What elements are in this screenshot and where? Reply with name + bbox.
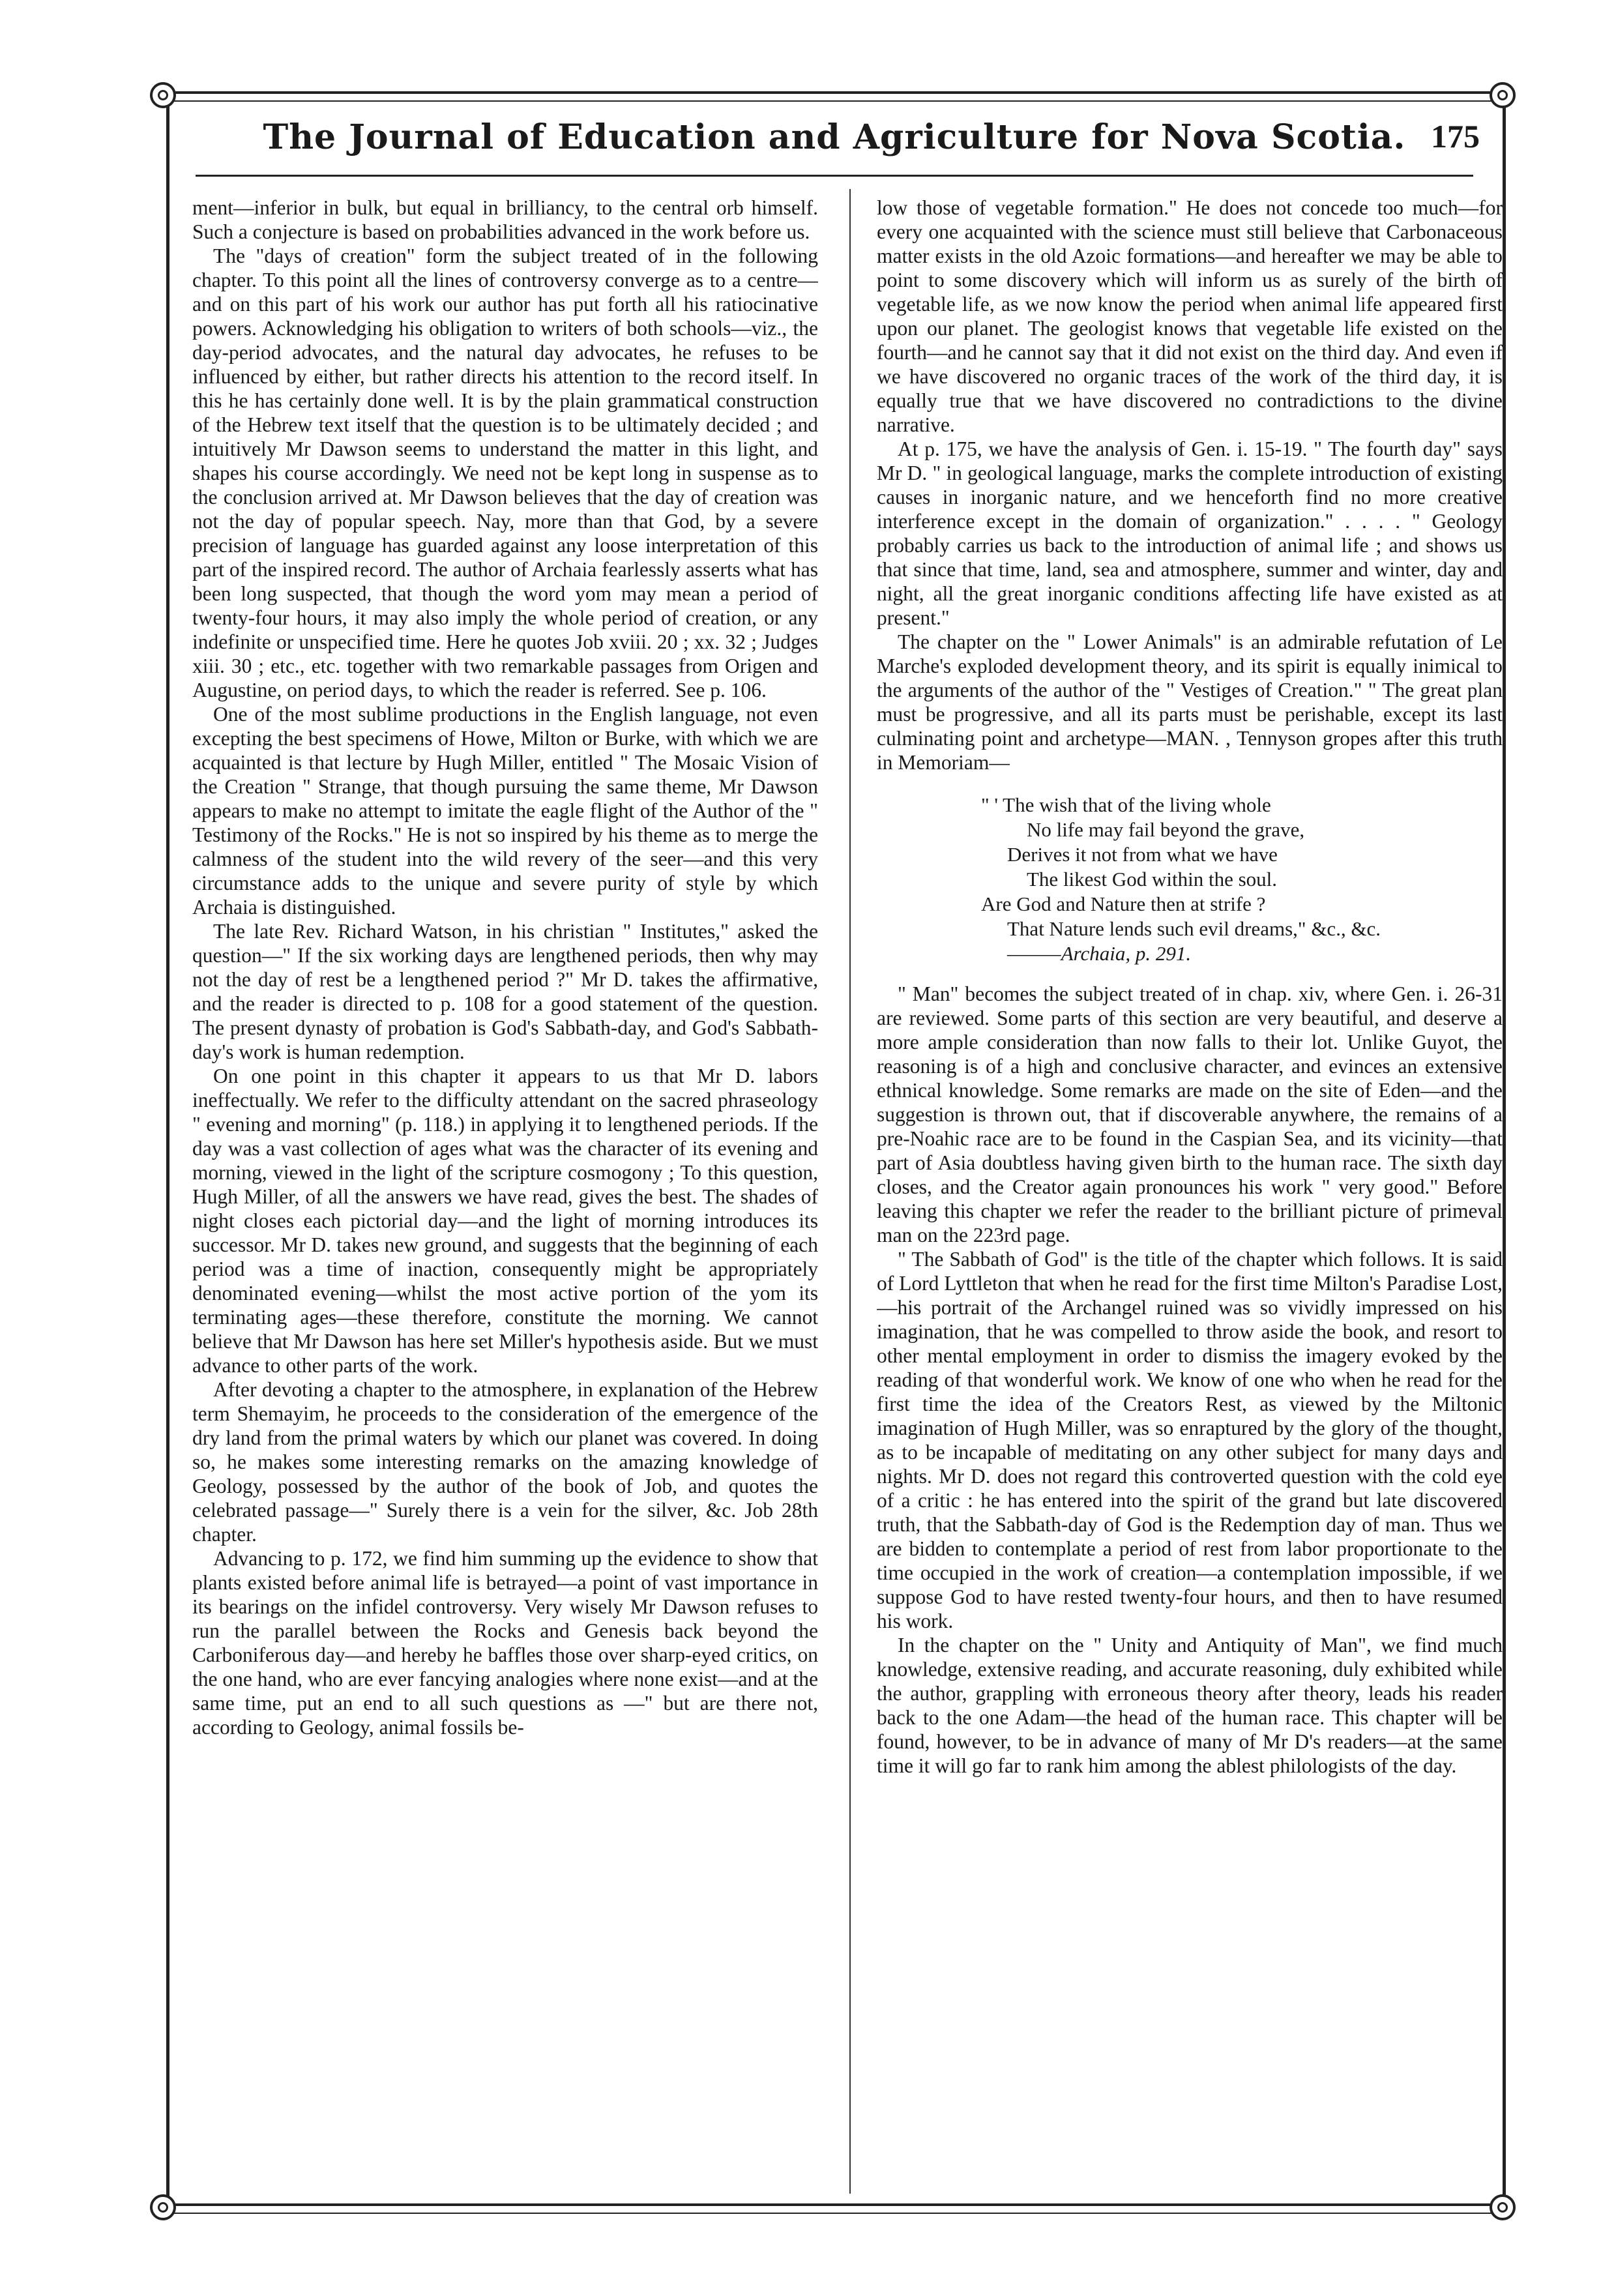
right-column xyxy=(877,196,1503,2190)
corner-ornament-icon xyxy=(150,82,176,108)
paragraph: The late Rev. Richard Watson, in his christian " Institutes," asked the question—" If the six working days are lengthened periods, then why may not the day of rest be a lengthened period ?" Mr D. takes the affirmative, and the reader is directed to p. 108 for a good statement of the question. The present dynasty of probation is God's Sabbath-day, and God's Sabbath-day's work is human redemption. xyxy=(192,920,818,1063)
paragraph: " The Sabbath of God" is the title of the chapter which follows. It is said of Lord Lyttleton that when he read for the first time Milton's Paradise Lost,—his portrait of the Archangel ruined was so vividly impressed on his imagination, that he was compelled to throw aside the book, and resort to other mental employment in order to dismiss the imagery evoked by the reading of that wonderful work. We know of one who when he read for the first time the idea of the Creators Rest, as viewed by the Miltonic imagination of Hugh Miller, was so enraptured by the glory of the thought, as to be incapable of meditating on any other subject for many days and nights. Mr D. does not regard this controverted question with the cold eye of a critic : he has entered into the spirit of the grand but late discovered truth, that the Sabbath-day of God is the Redemption day of man. Thus we are bidden to contemplate a period of rest from labor proportionate to the time occupied in the work of creation—a contemplation impossible, if we suppose God to have rested twenty-four hours, and then to have resumed his work. xyxy=(877,1248,1503,1632)
poem-source: ———Archaia, p. 291. xyxy=(1007,942,1192,965)
corner-ornament-icon xyxy=(1490,2194,1516,2220)
running-head xyxy=(183,117,1486,169)
column-divider xyxy=(849,189,851,2194)
poem-line: " ' The wish that of the living whole xyxy=(981,793,1271,816)
poem-line: That Nature lends such evil dreams," &c., &c. xyxy=(1007,917,1381,940)
paragraph: The "days of creation" form the subject treated of in the following chapter. To this point all the lines of controversy converge as to a centre—and on this part of his work our author has put forth all his ratiocinative powers. Acknowledging his obligation to writers of both schools—viz., the day-period advocates, and the natural day advocates, he refuses to be influenced by either, but rather directs his attention to the record itself. In this he has certainly done well. It is by the plain grammatical construction of the Hebrew text itself that the question is to be ultimately decided ; and intuitively Mr Dawson seems to understand the matter in this light, and shapes his course accordingly. We need not be kept long in suspense as to the conclusion arrived at. Mr Dawson believes that the day of creation was not the day of popular speech. Nay, more than that God, by a severe precision of language has guarded against any loose interpretation of this part of the inspired record. The author of Archaia fearlessly asserts what has been long suspected, that though the word yom may mean a period of twenty-four hours, it may also imply the whole period of creation, or any indefinite or unspecified time. Here he quotes Job xviii. 20 ; xx. 32 ; Judges xiii. 30 ; etc., etc. together with two remarkable passages from Origen and Augustine, on period days, to which the reader is referred. See p. 106. xyxy=(192,244,818,701)
paragraph: ment—inferior in bulk, but equal in brilliancy, to the central orb himself. Such a conjecture is based on probabilities advanced in the work before us. xyxy=(192,196,818,243)
top-border-rule xyxy=(155,91,1511,102)
header-rule xyxy=(196,175,1473,177)
right-column-lower xyxy=(877,982,1503,1778)
poem-line: No life may fail beyond the grave, xyxy=(1027,818,1305,841)
paragraph: The chapter on the " Lower Animals" is an admirable refutation of Le Marche's exploded development theory, and its spirit is equally inimical to the arguments of the author of the " Vestiges of Creation." " The great plan must be progressive, and all its parts must be perishable, except its last culminating point and archetype—MAN. , Tennyson gropes after this truth in Memoriam— xyxy=(877,630,1503,774)
paragraph: Advancing to p. 172, we find him summing up the evidence to show that plants existed before animal life is betrayed—a point of vast importance in its bearings on the infidel controversy. Very wisely Mr Dawson refuses to run the parallel between the Rocks and Genesis back beyond the Carboniferous day—and hereby he baffles those over sharp-eyed critics, on the one hand, who are ever fancying analogies where none exist—and at the same time, put an end to all such questions as —" but are there not, according to Geology, animal fossils be- xyxy=(192,1547,818,1739)
bottom-border-rule xyxy=(155,2203,1511,2214)
left-column xyxy=(192,196,818,2190)
poem-quotation xyxy=(877,793,1503,966)
paragraph: At p. 175, we have the analysis of Gen. i. 15-19. " The fourth day" says Mr D. " in geological language, marks the complete introduction of existing causes in inorganic nature, and we henceforth find no more creative interference except in the domain of organization." . . . . " Geology probably carries us back to the introduction of animal life ; and shows us that since that time, land, sea and atmosphere, summer and winter, day and night, all the great inorganic conditions affecting life have existed as at present." xyxy=(877,437,1503,629)
corner-ornament-icon xyxy=(150,2194,176,2220)
journal-title: The Journal of Education and Agriculture for Nova Scotia. xyxy=(263,117,1406,157)
poem-line: Are God and Nature then at strife ? xyxy=(981,892,1266,915)
right-column-upper xyxy=(877,196,1503,774)
paragraph: " Man" becomes the subject treated of in chap. xiv, where Gen. i. 26-31 are reviewed. Some parts of this section are very beautiful, and deserve a more ample consideration than now falls to their lot. Unlike Guyot, the reasoning is of a high and conclusive character, and evinces an extensive ethnical knowledge. Some remarks are made on the site of Eden—and the suggestion is thrown out, that if discoverable anywhere, the remains of a pre-Noahic race are to be found in the Caspian Sea, and its vicinity—that part of Asia doubtless having given birth to the human race. The sixth day closes, and the Creator again pronounces his work " very good." Before leaving this chapter we refer the reader to the brilliant picture of primeval man on the 223rd page. xyxy=(877,982,1503,1246)
paragraph: After devoting a chapter to the atmosphere, in explanation of the Hebrew term Shemayim, he proceeds to the consideration of the emergence of the dry land from the primal waters by which our planet was covered. In doing so, he makes some interesting remarks on the amazing knowledge of Geology, possessed by the author of the book of Job, and quotes the celebrated passage—" Surely there is a vein for the silver, &c. Job 28th chapter. xyxy=(192,1378,818,1546)
paragraph: In the chapter on the " Unity and Antiquity of Man", we find much knowledge, extensive reading, and accurate reasoning, duly exhibited while the author, grappling with erroneous theory after theory, leads his reader back to the one Adam—the head of the human race. This chapter will be found, however, to be in advance of many of Mr D's readers—at the same time it will go far to rank him among the ablest philologists of the day. xyxy=(877,1634,1503,1777)
paragraph: One of the most sublime productions in the English language, not even excepting the best specimens of Howe, Milton or Burke, with which we are acquainted is that lecture by Hugh Miller, entitled " The Mosaic Vision of the Creation " Strange, that though pursuing the same theme, Mr Dawson appears to make no attempt to imitate the eagle flight of the Author of the " Testimony of the Rocks." He is not so inspired by his theme as to merge the calmness of the student into the wild revery of the seer—and this very circumstance adds to the unique and severe purity of style by which Archaia is distinguished. xyxy=(192,703,818,919)
paragraph: On one point in this chapter it appears to us that Mr D. labors ineffectually. We refer to the difficulty attendant on the sacred phraseology " evening and morning" (p. 118.) in applying it to lengthened periods. If the day was a vast collection of ages what was the character of its evening and morning, viewed in the light of the scripture cosmogony ; To this question, Hugh Miller, of all the answers we have read, gives the best. The shades of night closes each pictorial day—and the light of morning introduces its successor. Mr D. takes new ground, and suggests that the beginning of each period was a time of inaction, consequently might be appropriately denominated evening—whilst the most active portion of the yom its terminating ages—these therefore, constitute the morning. We cannot believe that Mr Dawson has here set Miller's hypothesis aside. But we must advance to other parts of the work. xyxy=(192,1065,818,1377)
page-number: 175 xyxy=(1431,118,1480,155)
poem-line: Derives it not from what we have xyxy=(1007,843,1278,866)
poem-line: The likest God within the soul. xyxy=(1027,868,1278,890)
corner-ornament-icon xyxy=(1490,82,1516,108)
paragraph: low those of vegetable formation." He does not concede too much—for every one acquainted with the science must still believe that Carbonaceous matter exists in the old Azoic formations—and hereafter we may be able to point to some discovery which will inform us as surely of the birth of vegetable life, as we now know the period when animal life appeared first upon our planet. The geologist knows that vegetable life existed on the fourth—and he cannot say that it did not exist on the third day. And even if we have discovered no organic traces of the work of the third day, it is equally true that we have discovered no contradictions to the divine narrative. xyxy=(877,196,1503,436)
